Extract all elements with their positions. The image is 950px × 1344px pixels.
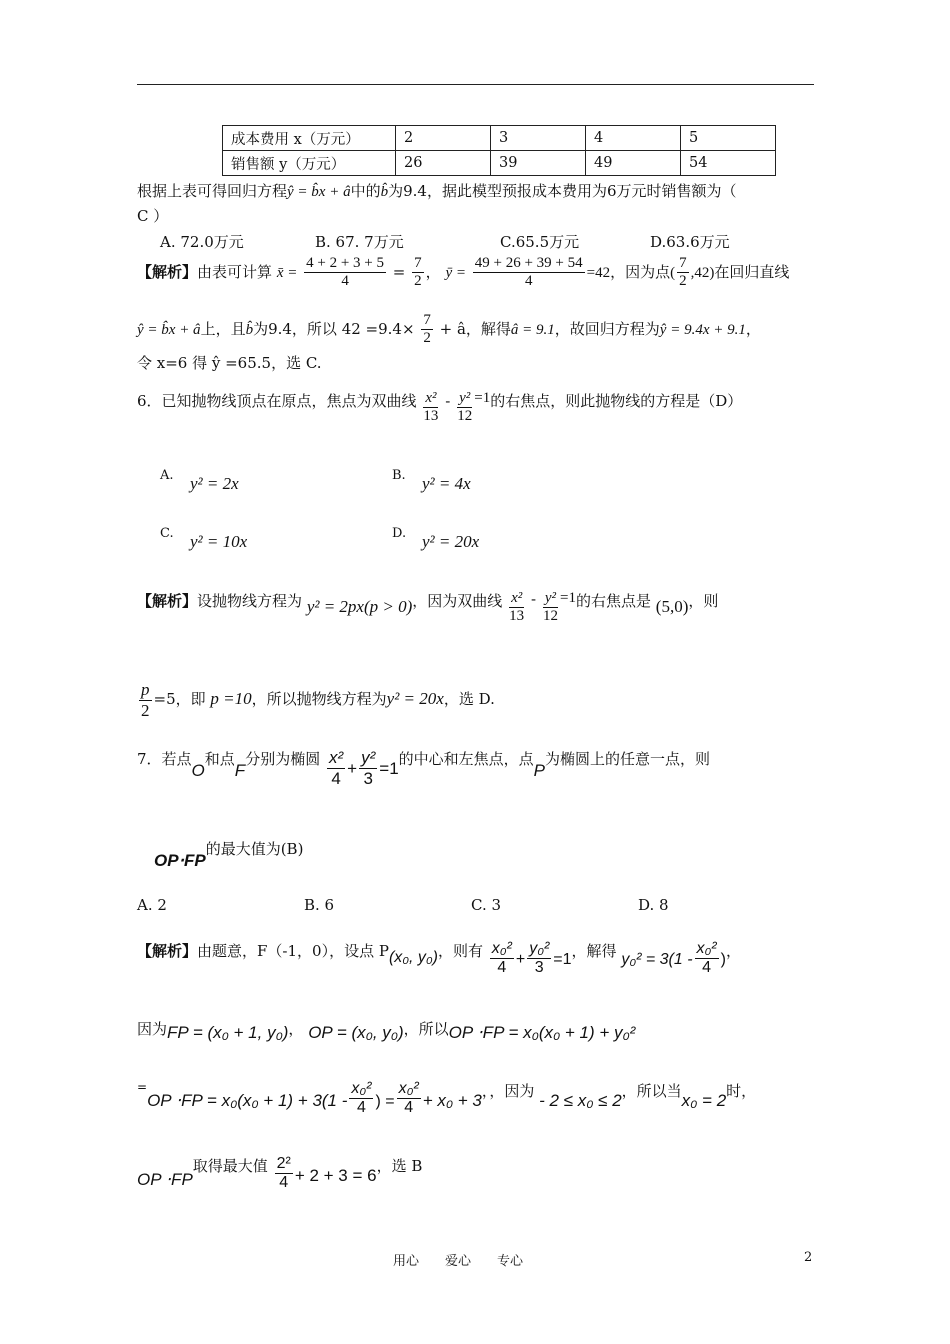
- text: 中的: [350, 182, 381, 200]
- q5-solution-line1: 【解析】由表可计算 x̄ = $\frac{4 + 2 + 3 + 5}{4}$ = $\frac{7}{2}$ ， ȳ = $\frac{49 + 26 + 39 + 54}{4}$ =42，因为点( $\frac{7}{2}$ ,42)在回归直线: [137, 255, 790, 290]
- text: =: [392, 262, 406, 281]
- text: 根据上表可得回归方程: [137, 182, 288, 200]
- table-cell: 49: [586, 151, 681, 176]
- text: 为9.4，据此模型预报成本费用为6万元时销售额为（: [388, 182, 737, 200]
- fraction: $\frac{\text{x₀²}}{4}$: [398, 1080, 419, 1117]
- table-cell: 成本费用 x（万元）: [223, 126, 396, 151]
- fraction: $\frac{\text{x₀²}}{4}$: [491, 940, 512, 977]
- fraction: $\frac{\text{x²}}{13}$: [509, 590, 525, 625]
- table-cell: 5: [681, 126, 776, 151]
- fraction: $\frac{7}{2}$: [679, 255, 687, 290]
- q7-stem-line2: OP⋅FP的最大值为(B): [154, 840, 304, 870]
- fraction: $\frac{\text{x²}}{13}$: [423, 390, 439, 425]
- q6-solution-line2: $\frac{p}{2}$ =5，即 p =10，所以抛物线方程为y² = 20x，选 D.: [141, 680, 495, 720]
- q5-option-d: D.63.6万元: [650, 233, 730, 251]
- fraction: $\frac{\text{y²}}{12}$: [457, 390, 473, 425]
- q7-solution-line4: OP ⋅FP取得最大值 $\frac{\text{2²}}{4}$ + 2 + 3 = 6，选 B: [137, 1155, 423, 1192]
- math: b̂: [380, 184, 389, 200]
- solution-tag: 【解析】: [137, 592, 198, 610]
- solution-tag: 【解析】: [137, 262, 198, 281]
- solution-tag: 【解析】: [137, 942, 198, 960]
- table-cell: 26: [396, 151, 491, 176]
- q6-option-a: y² = 2x: [190, 474, 239, 493]
- page-number: 2: [804, 1250, 813, 1265]
- q6-option-b: y² = 4x: [422, 474, 471, 493]
- q6-option-c: y² = 10x: [190, 532, 248, 551]
- q6-option-d-label: D.: [392, 526, 407, 541]
- table-cell: 3: [491, 126, 586, 151]
- q7-solution-line2: 因为FP = (x₀ + 1, y₀)， OP = (x₀, y₀)，所以OP ⋅FP = x₀(x₀ + 1) + y₀²: [137, 1020, 636, 1042]
- data-table: [222, 125, 776, 176]
- fraction: $\frac{7}{2}$: [423, 312, 431, 347]
- q7-option-a: A. 2: [137, 896, 167, 914]
- q5-solution-line2: ŷ = b̂x + â上，且b̂为9.4，所以 42 =9.4× $\frac{7}{2}$ + â，解得â = 9.1，故回归方程为ŷ = 9.4x + 9.1，: [137, 312, 761, 347]
- fraction: $\frac{\text{y₀²}}{3}$: [529, 940, 550, 977]
- fraction: $\frac{7}{2}$: [414, 255, 422, 290]
- fraction: $\frac{\text{x₀²}}{4}$: [351, 1080, 372, 1117]
- q6-solution-line1: 【解析】设抛物线方程为 y² = 2px(p > 0)，因为双曲线 $\frac{\text{x²}}{13}$ - $\frac{\text{y²}}{12}$ =1的右焦点是 (5,0)，则: [137, 590, 719, 625]
- q7-option-b: B. 6: [304, 896, 335, 914]
- q5-option-b: B. 67. 7万元: [315, 233, 404, 251]
- q6-option-c-label: C.: [160, 526, 174, 541]
- q7-stem: 7．若点O和点F分别为椭圆 $\frac{\text{x²}}{4}$ + $\frac{\text{y²}}{3}$ =1的中心和左焦点，点P为椭圆上的任意一点，则: [137, 748, 711, 788]
- q5-option-a: A. 72.0万元: [160, 233, 244, 251]
- q5-solution-line3: 令 x=6 得 ŷ =65.5，选 C.: [137, 354, 322, 372]
- q6-option-d: y² = 20x: [422, 532, 480, 551]
- fraction: $\frac{\text{y²}}{3}$: [361, 748, 376, 788]
- table-cell: 39: [491, 151, 586, 176]
- q7-solution-line1: 【解析】由题意，F（-1，0），设点 P(x₀, y₀)，则有 $\frac{\text{x₀²}}{4}$ + $\frac{\text{y₀²}}{3}$ =1，解得 y₀² = 3(1 - $\frac{\text{x₀²}}{4}$ )，: [137, 940, 741, 977]
- footer-slogan: 用心 爱心 专心: [393, 1254, 524, 1269]
- q7-solution-line3: =OP ⋅FP = x₀(x₀ + 1) + 3(1 - $\frac{\text{x₀²}}{4}$ ) = $\frac{\text{x₀²}}{4}$ + x₀ + 3，，因为 - 2 ≤ x₀ ≤ 2，所以当x₀ = 2时，: [137, 1080, 757, 1117]
- header-rule: [137, 84, 814, 85]
- fraction: $\frac{\text{x²}}{4}$: [328, 748, 344, 788]
- q5-option-c: C.65.5万元: [500, 233, 580, 251]
- fraction: $\frac{p}{2}$: [141, 680, 150, 720]
- table-cell: 54: [681, 151, 776, 176]
- q5-stem-line1: [137, 180, 737, 201]
- fraction: $\frac{\text{x₀²}}{4}$: [696, 940, 717, 977]
- math: ȳ =: [445, 264, 466, 281]
- fraction: $\frac{4 + 2 + 3 + 5}{4}$: [306, 255, 385, 290]
- q6-option-b-label: B.: [392, 468, 406, 483]
- q6-stem: 6．已知抛物线顶点在原点，焦点为双曲线 $\frac{\text{x²}}{13}$ - $\frac{\text{y²}}{12}$ =1的右焦点，则此抛物线的方程是（D）: [137, 390, 743, 425]
- table-cell: 销售额 y（万元）: [223, 151, 396, 176]
- table-cell: 4: [586, 126, 681, 151]
- q7-option-c: C. 3: [471, 896, 502, 914]
- math: ŷ = b̂x + â: [287, 184, 351, 200]
- q5-stem-line2: C ）: [137, 207, 169, 225]
- fraction: $\frac{\text{2²}}{4}$: [276, 1155, 291, 1192]
- fraction: $\frac{49 + 26 + 39 + 54}{4}$: [474, 255, 583, 290]
- table-row: [223, 151, 776, 176]
- text: 由表可计算: [197, 262, 273, 281]
- q7-option-d: D. 8: [638, 896, 669, 914]
- fraction: $\frac{\text{y²}}{12}$: [542, 590, 558, 625]
- q6-option-a-label: A.: [160, 468, 174, 483]
- math: x̄ =: [276, 264, 298, 281]
- table-row: [223, 126, 776, 151]
- table-cell: 2: [396, 126, 491, 151]
